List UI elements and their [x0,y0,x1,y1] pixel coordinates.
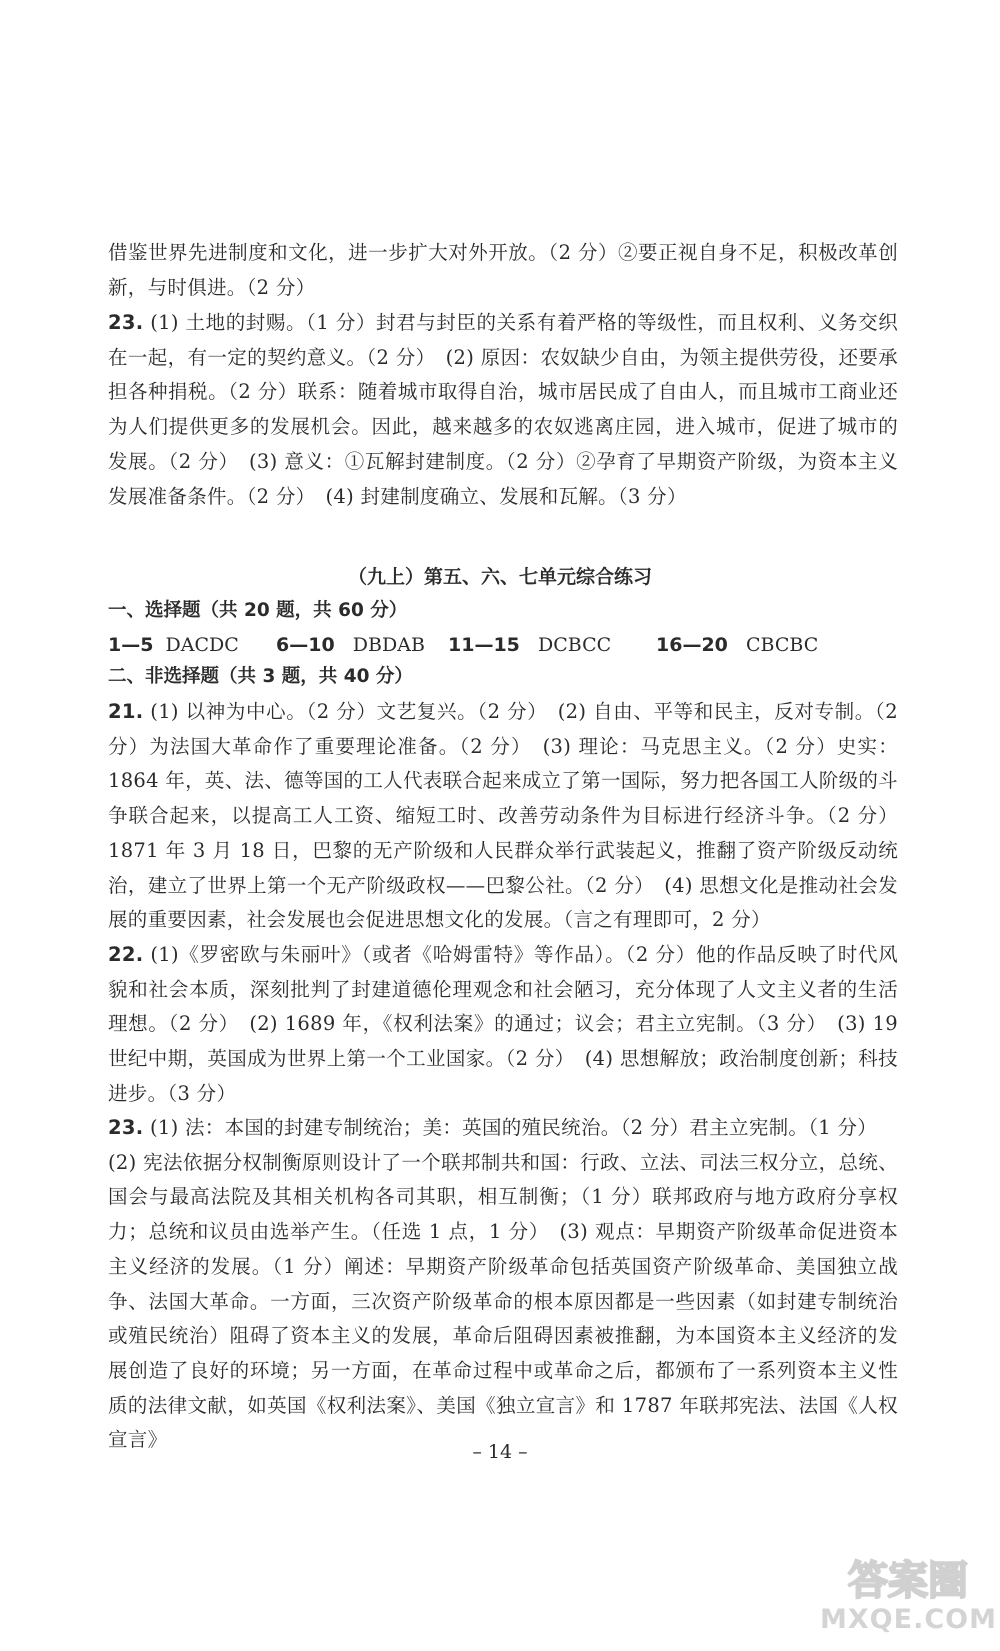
question-number: 23. [108,1116,144,1139]
question-21-answer [108,695,898,938]
answer-text: (1) 土地的封赐。（1 分）封君与封臣的关系有着严格的等级性，而且权利、义务交织在一起，有一定的契约意义。（2 分） (2) 原因：农奴缺少自由，为领主提供劳役，还要承担各种捐税。（2 分）联系：随着城市取得自治，城市居民成了自由人，而且城市工商业还为人们提供更多的发展机会。因此，越来越多的农奴逃离庄园，进入城市，促进了城市的发展。（2 分） (3) 意义：①瓦解封建制度。（2 分）②孕育了早期资产阶级，为资本主义发展准备条件。（2 分） (4) 封建制度确立、发展和瓦解。（3 分） [108,311,898,508]
part-one-heading: 一、选择题（共 20 题，共 60 分） [108,600,408,621]
watermark [820,1552,995,1644]
question-number: 23. [108,311,144,334]
question-23-answer [108,306,898,514]
question-23b-answer [108,1111,898,1458]
continuation-paragraph: 借鉴世界先进制度和文化，进一步扩大对外开放。（2 分）②要正视自身不足，积极改革创新，与时俱进。（2 分） [108,241,898,299]
answer-text: (1) 以神为中心。（2 分）文艺复兴。（2 分） (2) 自由、平等和民主，反对专制。（2 分）为法国大革命作了重要理论准备。（2 分） (3) 理论：马克思主义。（2 分）史实：1864 年，英、法、德等国的工人代表联合起来成立了第一国际，努力把各国工人阶级的斗争联合起来，以提高工人工资、缩短工时、改善劳动条件为目标进行经济斗争。（2 分）1871 年 3 月 18 日，巴黎的无产阶级和人民群众举行武装起义，推翻了资产阶级反动统治，建立了世界上第一个无产阶级政权——巴黎公社。（2 分） (4) 思想文化是推动社会发展的重要因素，社会发展也会促进思想文化的发展。（言之有理即可，2 分） [108,700,898,932]
part-two-heading: 二、非选择题（共 3 题，共 40 分） [108,666,413,687]
question-number: 21. [108,700,144,723]
answer-text: (2) 宪法依据分权制衡原则设计了一个联邦制共和国：行政、立法、司法三权分立，总统、国会与最高法院及其相关机构各司其职，相互制衡；（1 分）联邦政府与地方政府分享权力；总统和议员由选举产生。（任选 1 点，1 分） (3) 观点：早期资产阶级革命促进资本主义经济的发展。（1 分）阐述：早期资产阶级革命包括英国资产阶级革命、美国独立战争、法国大革命。一方面，三次资产阶级革命的根本原因都是一些因素（如封建专制统治或殖民统治）阻碍了资本主义的发展，革命后阻碍因素被推翻，为本国资本主义经济的发展创造了良好的环境；另一方面，在革命过程中或革命之后，都颁布了一系列资本主义性质的法律文献，如英国《权利法案》、美国《独立宣言》和 1787 年联邦宪法、法国《人权宣言》 [108,1150,898,1452]
question-number: 22. [108,943,144,966]
svg-text:答案圈: 答案圈 [848,1558,968,1604]
answer-group: 16—20 CBCBC [656,634,819,656]
watermark-text: MXQE.COM [820,1604,997,1635]
page-number: – 14 – [472,1441,528,1463]
multiple-choice-answers [108,628,898,662]
answer-group: 1—5 DACDC [108,634,239,656]
answer-group: 6—10 DBDAB [276,634,425,656]
answer-text: (1)《罗密欧与朱丽叶》（或者《哈姆雷特》等作品）。（2 分）他的作品反映了时代风貌和社会本质，深刻批判了封建道德伦理观念和社会陋习，充分体现了人文主义者的生活理想。（2 分） (2) 1689 年，《权利法案》的通过；议会；君主立宪制。（3 分） (3) 19 世纪中期，英国成为世界上第一个工业国家。（2 分） (4) 思想解放；政治制度创新；科技进步。（3 分） [108,943,898,1105]
answer-group: 11—15 DCBCC [448,634,612,656]
answer-line: (1) 法：本国的封建专制统治；美：英国的殖民统治。（2 分）君主立宪制。（1 分） [143,1116,878,1139]
section-title: （九上）第五、六、七单元综合练习 [347,566,652,588]
question-22-answer [108,938,898,1112]
watermark-logo-icon [828,1552,988,1604]
